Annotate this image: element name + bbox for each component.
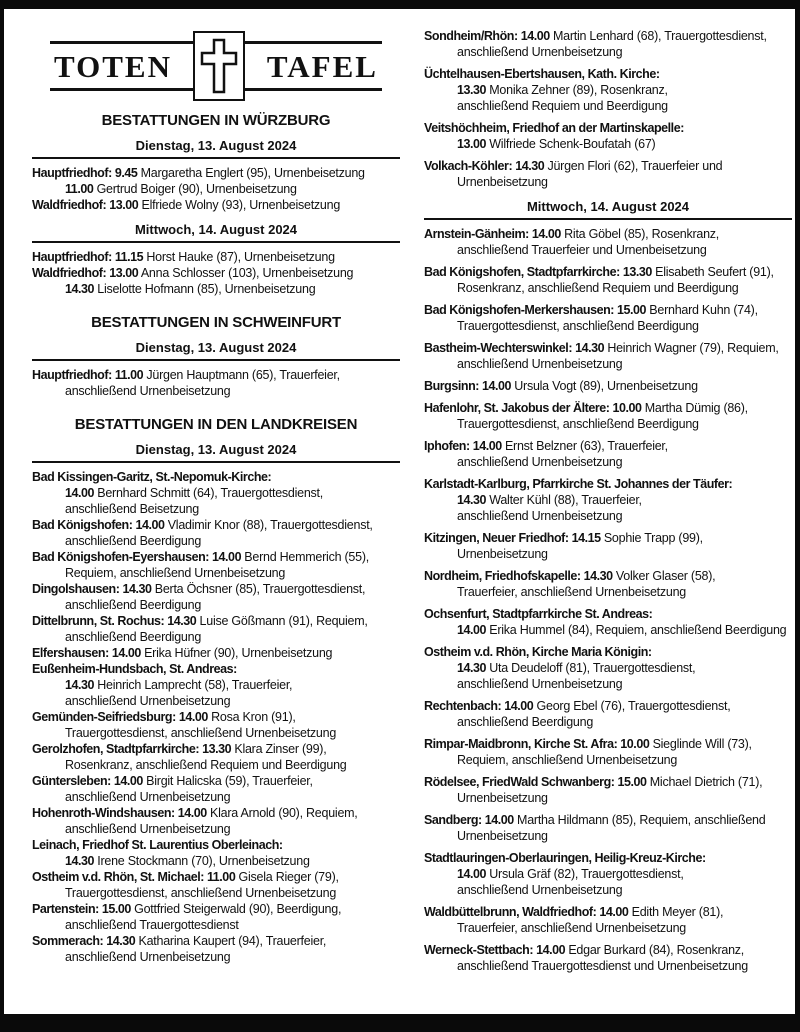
entry-line: Trauergottesdienst, anschließend Beerdigung: [457, 319, 699, 333]
entry-line: 14.30 Heinrich Lamprecht (58), Trauerfeier,: [65, 678, 293, 692]
funeral-entry: [424, 850, 792, 898]
entry-line-bold: Üchtelhausen-Ebertshausen, Kath. Kirche:: [424, 67, 660, 81]
entry-line: Rimpar-Maidbronn, Kirche St. Afra: 10.00 Sieglinde Will (73),: [424, 737, 752, 751]
funeral-entry: [424, 120, 792, 152]
entry-line-bold: Waldbüttelbrunn, Waldfriedhof: 14.00: [424, 905, 629, 919]
entry-line-bold: 13.00: [457, 137, 487, 151]
funeral-entry: [32, 469, 400, 517]
entry-line-bold: Partenstein: 15.00: [32, 902, 131, 916]
entry-line-bold: Gemünden-Seifriedsburg: 14.00: [32, 710, 208, 724]
entry-line: Dingolshausen: 14.30 Berta Öchsner (85), Trauergottesdienst,: [32, 582, 366, 596]
page-border-left: [0, 0, 4, 1032]
entry-line: anschließend Urnenbeisetzung: [457, 45, 623, 59]
entry-line: Ostheim v.d. Rhön, St. Michael: 11.00 Gisela Rieger (79),: [32, 870, 339, 884]
entry-line-bold: Gerolzhofen, Stadtpfarrkirche: 13.30: [32, 742, 232, 756]
entry-line: Trauerfeier, anschließend Urnenbeisetzung: [457, 921, 687, 935]
entry-line-bold: Waldfriedhof: 13.00: [32, 266, 139, 280]
funeral-entry: [424, 438, 792, 470]
entry-line-bold: Stadtlauringen-Oberlauringen, Heilig-Kreuz-Kirche:: [424, 851, 706, 865]
entry-line-bold: Sondheim/Rhön: 14.00: [424, 29, 550, 43]
funeral-entry: [424, 226, 792, 258]
entry-line-bold: Veitshöchheim, Friedhof an der Martinskapelle:: [424, 121, 684, 135]
entry-line-bold: Hauptfriedhof: 11.00: [32, 368, 144, 382]
entry-line: Partenstein: 15.00 Gottfried Steigerwald (90), Beerdigung,: [32, 902, 342, 916]
entry-line: anschließend Urnenbeisetzung: [65, 790, 231, 804]
entry-line: anschließend Beisetzung: [65, 502, 199, 516]
funeral-entry: [32, 581, 400, 613]
entry-line-bold: Hauptfriedhof: 9.45: [32, 166, 138, 180]
entry-line: Waldfriedhof: 13.00 Elfriede Wolny (93), Urnenbeisetzung: [32, 198, 341, 212]
entry-line: 11.00 Gertrud Boiger (90), Urnenbeisetzung: [65, 182, 297, 196]
entry-line: Rödelsee, FriedWald Schwanberg: 15.00 Michael Dietrich (71),: [424, 775, 763, 789]
entry-line: Nordheim, Friedhofskapelle: 14.30 Volker Glaser (58),: [424, 569, 716, 583]
entry-line: anschließend Urnenbeisetzung: [457, 677, 623, 691]
entry-line: Kitzingen, Neuer Friedhof: 14.15 Sophie Trapp (99),: [424, 531, 703, 545]
funeral-entry: [424, 530, 792, 562]
entry-line: Urnenbeisetzung: [457, 547, 548, 561]
entry-line-bold: Rechtenbach: 14.00: [424, 699, 534, 713]
funeral-entry: [32, 741, 400, 773]
entry-line: Iphofen: 14.00 Ernst Belzner (63), Trauerfeier,: [424, 439, 668, 453]
funeral-entry: [32, 165, 400, 197]
date-header: Mittwoch, 14. August 2024: [526, 199, 690, 214]
entry-line-bold: Eußenheim-Hundsbach, St. Andreas:: [32, 662, 237, 676]
entry-line: anschließend Urnenbeisetzung: [65, 384, 231, 398]
entry-line: Sondheim/Rhön: 14.00 Martin Lenhard (68), Trauergottesdienst,: [424, 29, 767, 43]
funeral-entry: [32, 613, 400, 645]
funeral-entry: [32, 709, 400, 741]
entry-line: [32, 837, 400, 853]
page-border-bottom: [0, 1014, 800, 1032]
funeral-entry: [424, 904, 792, 936]
entry-line: anschließend Beerdigung: [65, 630, 202, 644]
entry-line-bold: Hohenroth-Windshausen: 14.00: [32, 806, 207, 820]
entry-line-bold: 14.00: [457, 867, 487, 881]
funeral-entry: [32, 805, 400, 837]
entry-line: [424, 120, 792, 136]
entry-line: Rechtenbach: 14.00 Georg Ebel (76), Trauergottesdienst,: [424, 699, 731, 713]
entry-line-bold: Volkach-Köhler: 14.30: [424, 159, 545, 173]
entry-line: Bad Königshofen, Stadtpfarrkirche: 13.30 Elisabeth Seufert (91),: [424, 265, 774, 279]
funeral-entry: [32, 901, 400, 933]
entry-line: 14.00 Erika Hummel (84), Requiem, anschließend Beerdigung: [457, 623, 787, 637]
entry-line: [32, 661, 400, 677]
entry-line: [424, 606, 792, 622]
entry-line-bold: Sommerach: 14.30: [32, 934, 136, 948]
funeral-entry: [32, 773, 400, 805]
date-rule: [32, 241, 400, 243]
funeral-entry: [32, 549, 400, 581]
entry-line: 14.30 Liselotte Hofmann (85), Urnenbeisetzung: [65, 282, 316, 296]
entry-line: anschließend Beerdigung: [457, 715, 594, 729]
entry-line-bold: Hafenlohr, St. Jakobus der Ältere: 10.00: [424, 401, 642, 415]
entry-line: Gerolzhofen, Stadtpfarrkirche: 13.30 Klara Zinser (99),: [32, 742, 327, 756]
entry-line-bold: 11.00: [65, 182, 94, 196]
entry-line-bold: Bastheim-Wechterswinkel: 14.30: [424, 341, 605, 355]
entry-line: anschließend Urnenbeisetzung: [65, 950, 231, 964]
funeral-entry: [424, 568, 792, 600]
funeral-entry: [32, 645, 400, 661]
entry-line: anschließend Urnenbeisetzung: [457, 357, 623, 371]
entry-line: anschließend Urnenbeisetzung: [65, 694, 231, 708]
entry-line-bold: Waldfriedhof: 13.00: [32, 198, 139, 212]
entry-line: [424, 644, 792, 660]
entry-line-bold: 13.30: [457, 83, 487, 97]
entry-line: Hafenlohr, St. Jakobus der Ältere: 10.00 Martha Dümig (86),: [424, 401, 748, 415]
entry-line-bold: Bad Königshofen-Merkershausen: 15.00: [424, 303, 647, 317]
entry-line: anschließend Beerdigung: [65, 534, 202, 548]
entry-line-bold: Ochsenfurt, Stadtpfarrkirche St. Andreas:: [424, 607, 653, 621]
entry-line-bold: 14.30: [65, 854, 95, 868]
date-header: Dienstag, 13. August 2024: [135, 442, 297, 457]
entry-line: [32, 469, 400, 485]
entry-line-bold: Güntersleben: 14.00: [32, 774, 143, 788]
entry-line: anschließend Urnenbeisetzung: [457, 509, 623, 523]
entry-line: Dittelbrunn, St. Rochus: 14.30 Luise Gößmann (91), Requiem,: [32, 614, 368, 628]
funeral-entry: [424, 28, 792, 60]
date-rule: [32, 461, 400, 463]
section-title: BESTATTUNGEN IN SCHWEINFURT: [91, 314, 341, 331]
entry-line: Trauergottesdienst, anschließend Urnenbeisetzung: [65, 726, 337, 740]
entry-line: 14.00 Bernhard Schmitt (64), Trauergottesdienst,: [65, 486, 323, 500]
entry-line-bold: Ostheim v.d. Rhön, St. Michael: 11.00: [32, 870, 236, 884]
entry-line-bold: Rödelsee, FriedWald Schwanberg: 15.00: [424, 775, 647, 789]
entry-line-bold: 14.00: [65, 486, 95, 500]
entry-line-bold: Burgsinn: 14.00: [424, 379, 512, 393]
entry-line: Sandberg: 14.00 Martha Hildmann (85), Requiem, anschließend: [424, 813, 766, 827]
entry-line: 14.00 Ursula Gräf (82), Trauergottesdienst,: [457, 867, 684, 881]
entry-line-bold: 14.30: [457, 493, 487, 507]
entry-line: anschließend Urnenbeisetzung: [457, 883, 623, 897]
entry-line: anschließend Requiem und Beerdigung: [457, 99, 668, 113]
entry-line-bold: Bad Königshofen-Eyershausen: 14.00: [32, 550, 242, 564]
entry-line: Urnenbeisetzung: [457, 829, 548, 843]
entry-line: Rosenkranz, anschließend Requiem und Beerdigung: [65, 758, 347, 772]
funeral-entry: [424, 340, 792, 372]
entry-line-bold: 14.00: [457, 623, 487, 637]
funeral-entry: [424, 302, 792, 334]
date-header: Mittwoch, 14. August 2024: [134, 222, 298, 237]
entry-line: 14.30 Walter Kühl (88), Trauerfeier,: [457, 493, 642, 507]
entry-line: Gemünden-Seifriedsburg: 14.00 Rosa Kron (91),: [32, 710, 296, 724]
entry-line: 14.30 Uta Deudeloff (81), Trauergottesdienst,: [457, 661, 696, 675]
logo-word-right: TAFEL: [266, 48, 378, 84]
entry-line-bold: 14.30: [65, 282, 95, 296]
entry-line: Elfershausen: 14.00 Erika Hüfner (90), Urnenbeisetzung: [32, 646, 333, 660]
entry-line: anschließend Urnenbeisetzung: [65, 822, 231, 836]
funeral-entry: [32, 249, 400, 265]
entry-line-bold: Arnstein-Gänheim: 14.00: [424, 227, 561, 241]
entry-line: Hohenroth-Windshausen: 14.00 Klara Arnold (90), Requiem,: [32, 806, 358, 820]
funeral-entry: [424, 158, 792, 190]
entry-line: Requiem, anschließend Urnenbeisetzung: [457, 753, 678, 767]
entry-line-bold: 14.30: [457, 661, 487, 675]
entry-line-bold: Iphofen: 14.00: [424, 439, 502, 453]
funeral-entry: [32, 367, 400, 399]
funeral-entry: [424, 66, 792, 114]
funeral-entry: [424, 736, 792, 768]
entry-line-bold: Rimpar-Maidbronn, Kirche St. Afra: 10.00: [424, 737, 650, 751]
entry-line: Waldbüttelbrunn, Waldfriedhof: 14.00 Edith Meyer (81),: [424, 905, 724, 919]
logo-word-left: TOTEN: [54, 48, 172, 84]
entry-line: [424, 66, 792, 82]
funeral-entry: [424, 378, 792, 394]
funeral-entry: [424, 476, 792, 524]
toten-tafel-logo: [50, 34, 382, 98]
entry-line: Urnenbeisetzung: [457, 791, 548, 805]
entry-line: Urnenbeisetzung: [457, 175, 548, 189]
logo-row: [50, 34, 382, 98]
cross-icon: [199, 37, 239, 95]
entry-line-bold: Nordheim, Friedhofskapelle: 14.30: [424, 569, 613, 583]
entry-line-bold: Bad Königshofen: 14.00: [32, 518, 165, 532]
date-rule: [32, 157, 400, 159]
entry-line-bold: Dingolshausen: 14.30: [32, 582, 152, 596]
funeral-entry: [32, 197, 400, 213]
entry-line-bold: Dittelbrunn, St. Rochus: 14.30: [32, 614, 197, 628]
date-rule: [424, 218, 792, 220]
entry-line-bold: Karlstadt-Karlburg, Pfarrkirche St. Johannes der Täufer:: [424, 477, 733, 491]
entry-line: Bad Königshofen-Eyershausen: 14.00 Bernd Hemmerich (55),: [32, 550, 369, 564]
entry-line-bold: Bad Königshofen, Stadtpfarrkirche: 13.30: [424, 265, 652, 279]
entry-line-bold: Hauptfriedhof: 11.15: [32, 250, 144, 264]
entry-line: Hauptfriedhof: 9.45 Margaretha Englert (95), Urnenbeisetzung: [32, 166, 365, 180]
entry-line: Trauergottesdienst, anschließend Urnenbeisetzung: [65, 886, 337, 900]
entry-line: anschließend Trauergottesdienst: [65, 918, 239, 932]
funeral-entry: [32, 265, 400, 297]
funeral-entry: [32, 517, 400, 549]
entry-line: Trauerfeier, anschließend Urnenbeisetzung: [457, 585, 687, 599]
entry-line: Bad Königshofen: 14.00 Vladimir Knor (88), Trauergottesdienst,: [32, 518, 373, 532]
cross-box: [193, 31, 245, 101]
funeral-entry: [32, 661, 400, 709]
entry-line-bold: Ostheim v.d. Rhön, Kirche Maria Königin:: [424, 645, 652, 659]
entry-line: anschließend Trauergottesdienst und Urnenbeisetzung: [457, 959, 748, 973]
page-border-right: [795, 0, 800, 1032]
entry-line-bold: Leinach, Friedhof St. Laurentius Oberleinach:: [32, 838, 283, 852]
date-header: Dienstag, 13. August 2024: [135, 138, 297, 153]
funeral-entry: [424, 264, 792, 296]
entry-line: Werneck-Stettbach: 14.00 Edgar Burkard (84), Rosenkranz,: [424, 943, 745, 957]
date-rule: [32, 359, 400, 361]
funeral-entry: [32, 837, 400, 869]
entry-line: Arnstein-Gänheim: 14.00 Rita Göbel (85), Rosenkranz,: [424, 227, 720, 241]
entry-line-bold: Sandberg: 14.00: [424, 813, 514, 827]
funeral-entry: [424, 606, 792, 638]
funeral-entry: [424, 400, 792, 432]
funeral-entry: [424, 942, 792, 974]
entry-line: Waldfriedhof: 13.00 Anna Schlosser (103), Urnenbeisetzung: [32, 266, 354, 280]
entry-line: anschließend Trauerfeier und Urnenbeisetzung: [457, 243, 707, 257]
entry-line-bold: 14.30: [65, 678, 95, 692]
entry-line: anschließend Beerdigung: [65, 598, 202, 612]
funeral-entry: [424, 812, 792, 844]
entry-line-bold: Kitzingen, Neuer Friedhof: 14.15: [424, 531, 601, 545]
entry-line: Burgsinn: 14.00 Ursula Vogt (89), Urnenbeisetzung: [424, 379, 698, 393]
entry-line: Bastheim-Wechterswinkel: 14.30 Heinrich Wagner (79), Requiem,: [424, 341, 779, 355]
entry-line: Sommerach: 14.30 Katharina Kaupert (94), Trauerfeier,: [32, 934, 327, 948]
entry-line-bold: Bad Kissingen-Garitz, St.-Nepomuk-Kirche:: [32, 470, 272, 484]
entry-line: 13.30 Monika Zehner (89), Rosenkranz,: [457, 83, 668, 97]
entry-line: Güntersleben: 14.00 Birgit Halicska (59), Trauerfeier,: [32, 774, 313, 788]
section-title: BESTATTUNGEN IN DEN LANDKREISEN: [74, 416, 358, 433]
entry-line: 14.30 Irene Stockmann (70), Urnenbeisetzung: [65, 854, 310, 868]
entry-line: Requiem, anschließend Urnenbeisetzung: [65, 566, 286, 580]
entry-line: 13.00 Wilfriede Schenk-Boufatah (67): [457, 137, 656, 151]
funeral-entry: [424, 644, 792, 692]
entry-line: anschließend Urnenbeisetzung: [457, 455, 623, 469]
funeral-entry: [424, 774, 792, 806]
date-header: Dienstag, 13. August 2024: [135, 340, 297, 355]
entry-line: Bad Königshofen-Merkershausen: 15.00 Bernhard Kuhn (74),: [424, 303, 758, 317]
right-column: [424, 28, 792, 980]
left-column: [32, 28, 400, 965]
section-title: BESTATTUNGEN IN WÜRZBURG: [101, 112, 331, 129]
entry-line: [424, 476, 792, 492]
entry-line: Hauptfriedhof: 11.00 Jürgen Hauptmann (65), Trauerfeier,: [32, 368, 340, 382]
page-border-top: [0, 0, 800, 9]
entry-line: Trauergottesdienst, anschließend Beerdigung: [457, 417, 699, 431]
entry-line: [424, 850, 792, 866]
funeral-entry: [32, 933, 400, 965]
entry-line-bold: Werneck-Stettbach: 14.00: [424, 943, 566, 957]
entry-line-bold: Elfershausen: 14.00: [32, 646, 141, 660]
funeral-entry: [424, 698, 792, 730]
funeral-entry: [32, 869, 400, 901]
entry-line: Volkach-Köhler: 14.30 Jürgen Flori (62), Trauerfeier und: [424, 159, 723, 173]
entry-line: Rosenkranz, anschließend Requiem und Beerdigung: [457, 281, 739, 295]
entry-line: Hauptfriedhof: 11.15 Horst Hauke (87), Urnenbeisetzung: [32, 250, 335, 264]
